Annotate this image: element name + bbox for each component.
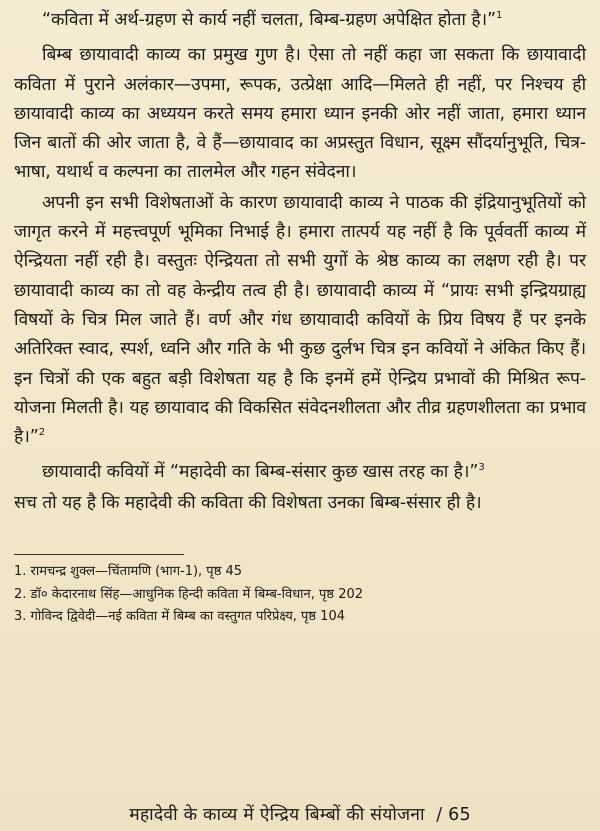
footnotes-section	[14, 561, 586, 629]
footnote-marker: 1	[496, 10, 503, 22]
body-paragraph	[14, 489, 586, 518]
footer-separator: /	[436, 805, 443, 825]
footnote-divider	[14, 554, 184, 555]
paragraph-text: सच तो यह है कि महादेवी की कविता की विशेषता उनका बिम्ब-संसार ही है।	[14, 492, 482, 513]
page-number: 65	[448, 805, 471, 825]
paragraph-text: बिम्ब छायावादी काव्य का प्रमुख गुण है। ऐसा तो नहीं कहा जा सकता कि छायावादी कविता में पुराने अलंकार—उपमा, रूपक, उत्प्रेक्षा आदि—मिलते ही नहीं, पर निश्चय ही छायावादी काव्य का अध्ययन करते समय हमारा ध्यान इनकी ओर नहीं जाता, हमारा ध्यान जिन बातों की ओर जाता है, वे हैं—छायावाद का अप्रस्तुत विधान, सूक्ष्म सौंदर्यानुभूति, चित्र-भाषा, यथार्थ व कल्पना का तालमेल और गहन संवेदना।	[14, 45, 586, 183]
footnote: 1. रामचन्द्र शुक्ल—चिंतामणि (भाग-1), पृष्ठ 45	[14, 564, 243, 580]
body-paragraph	[14, 458, 586, 487]
page-footer	[0, 802, 600, 826]
footnote: 2. डॉ० केदारनाथ सिंह—आधुनिक हिन्दी कविता में बिम्ब-विधान, पृष्ठ 202	[14, 586, 364, 602]
body-paragraph	[14, 41, 586, 187]
quote-paragraph	[14, 6, 586, 35]
footnote-marker: 3	[478, 462, 485, 474]
paragraph-text: छायावादी कवियों में “महादेवी का बिम्ब-संसार कुछ खास तरह का है।”	[42, 462, 479, 483]
running-title: महादेवी के काव्य में ऐन्द्रिय बिम्बों की संयोजना	[129, 805, 425, 825]
footnote-marker: 2	[38, 427, 45, 439]
paragraph-text: “कविता में अर्थ-ग्रहण से कार्य नहीं चलता, बिम्ब-ग्रहण अपेक्षित होता है।”	[42, 10, 497, 30]
body-paragraph	[14, 189, 586, 453]
book-page	[14, 6, 586, 629]
footnote: 3. गोविन्द द्विवेदी—नई कविता में बिम्ब का वस्तुगत परिप्रेक्ष्य, पृष्ठ 104	[14, 609, 345, 625]
paragraph-text: अपनी इन सभी विशेषताओं के कारण छायावादी काव्य ने पाठक की इंद्रियानुभूतियों को जागृत करने में महत्त्वपूर्ण भूमिका निभाई है। हमारा तात्पर्य यह नहीं है कि पूर्ववर्ती काव्य में ऐन्द्रियता नहीं रही है। वस्तुतः ऐन्द्रियता तो सभी युगों के श्रेष्ठ काव्य का लक्षण रही है। पर छायावादी काव्य का तो वह केन्द्रीय तत्व ही है। छायावादी काव्य में “प्रायः सभी इन्द्रियग्राह्य विषयों के चित्र मिल जाते हैं। वर्ण और गंध छायावादी कवियों के प्रिय विषय हैं पर इनके अतिरिक्त स्वाद, स्पर्श, ध्वनि और गति के भी कुछ दुर्लभ चित्र इन कवियों ने अंकित किए हैं। इन चित्रों की एक बहुत बड़ी विशेषता यह है कि इनमें हमें ऐन्द्रिय प्रभावों की मिश्रित रूप-योजना मिलती है। यह छायावाद की विकसित संवेदनशीलता और तीव्र ग्रहणशीलता का प्रभाव है।”	[14, 192, 586, 448]
